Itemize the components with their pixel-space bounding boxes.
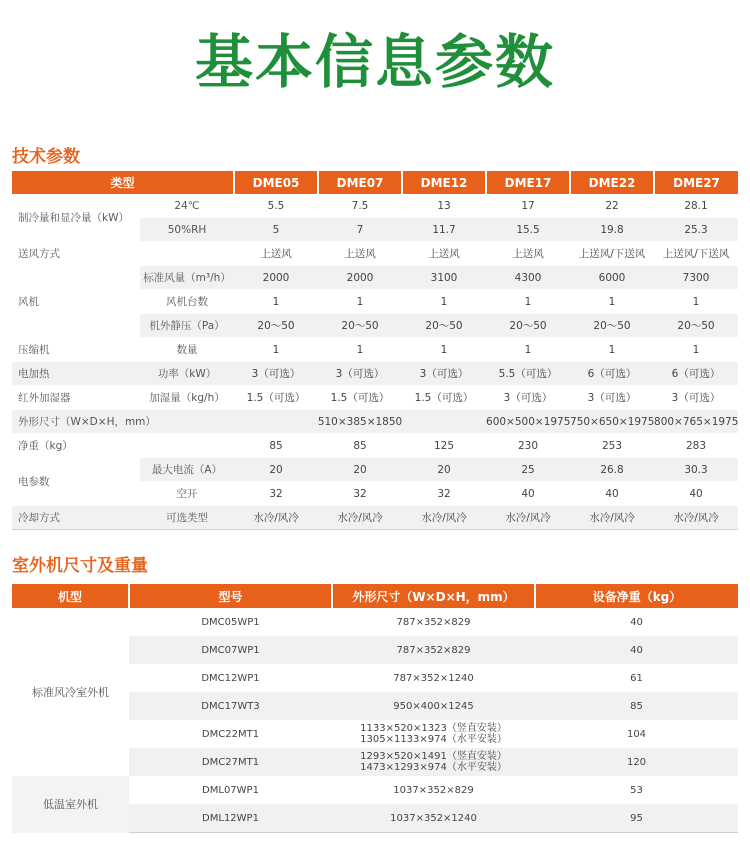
table-row	[12, 386, 738, 410]
group-label: 标准风冷室外机	[12, 608, 129, 776]
tech-spec-table	[12, 171, 738, 530]
cell: 40	[486, 482, 570, 506]
dims-cell: 1037×352×829	[332, 776, 535, 804]
cell: 2000	[318, 266, 402, 290]
header-model: DME12	[402, 171, 486, 194]
cell: 水冷/风冷	[486, 506, 570, 530]
cell: 1	[654, 290, 738, 314]
cell: 水冷/风冷	[654, 506, 738, 530]
dims-cell: 1037×352×1240	[332, 804, 535, 833]
weight-cell: 40	[535, 636, 738, 664]
row-label: 送风方式	[12, 242, 140, 266]
cell: 11.7	[402, 218, 486, 242]
cell: 40	[570, 482, 654, 506]
tech-section-title: 技术参数	[12, 147, 80, 167]
cell: 32	[234, 482, 318, 506]
cell: 26.8	[570, 458, 654, 482]
cell: 7300	[654, 266, 738, 290]
cell: 283	[654, 434, 738, 458]
dims-cell: 787×352×1240	[332, 664, 535, 692]
table-row	[12, 362, 738, 386]
cell: 19.8	[570, 218, 654, 242]
cell: 125	[402, 434, 486, 458]
group-label: 低温室外机	[12, 776, 129, 833]
dims-horizontal: 1473×1293×974（水平安装）	[360, 762, 507, 773]
cell: 1	[402, 290, 486, 314]
cell: 3（可选）	[654, 386, 738, 410]
row-sublabel: 空开	[140, 482, 234, 506]
cell: 20～50	[486, 314, 570, 338]
cell: 1	[318, 290, 402, 314]
row-sublabel: 50%RH	[140, 218, 234, 242]
cell: 22	[570, 194, 654, 218]
cell: 510×385×1850	[234, 410, 486, 434]
cell: 253	[570, 434, 654, 458]
cell: 1.5（可选）	[402, 386, 486, 410]
cell: 1	[234, 290, 318, 314]
cell: 6（可选）	[654, 362, 738, 386]
tech-header-row	[12, 171, 738, 194]
table-row	[12, 338, 738, 362]
model-cell: DMC05WP1	[129, 608, 332, 636]
row-label: 压缩机	[12, 338, 140, 362]
cell: 1	[402, 338, 486, 362]
outdoor-unit-table	[12, 584, 738, 833]
dims-cell	[332, 748, 535, 776]
cell: 7	[318, 218, 402, 242]
cell: 4300	[486, 266, 570, 290]
cell: 3100	[402, 266, 486, 290]
header-model: DME27	[654, 171, 738, 194]
table-row	[12, 242, 738, 266]
cell: 上送风/下送风	[570, 242, 654, 266]
cell: 7.5	[318, 194, 402, 218]
row-label: 外形尺寸（W×D×H，mm）	[12, 410, 234, 434]
model-cell: DML07WP1	[129, 776, 332, 804]
row-sublabel: 功率（kW）	[140, 362, 234, 386]
table-row	[12, 458, 738, 482]
model-cell: DMC27MT1	[129, 748, 332, 776]
cell: 85	[234, 434, 318, 458]
header-model: DME05	[234, 171, 318, 194]
cell: 17	[486, 194, 570, 218]
cell: 1	[318, 338, 402, 362]
dims-cell: 950×400×1245	[332, 692, 535, 720]
cell: 水冷/风冷	[570, 506, 654, 530]
row-sublabel: 标准风量（m³/h）	[140, 266, 234, 290]
row-sublabel	[140, 434, 234, 458]
dims-cell: 787×352×829	[332, 608, 535, 636]
header-model: DME22	[570, 171, 654, 194]
weight-cell: 40	[535, 608, 738, 636]
cell: 水冷/风冷	[402, 506, 486, 530]
cell: 6（可选）	[570, 362, 654, 386]
cell: 1	[654, 338, 738, 362]
cell: 20～50	[570, 314, 654, 338]
cell: 20～50	[318, 314, 402, 338]
row-label: 电参数	[12, 458, 140, 506]
cell: 230	[486, 434, 570, 458]
cell: 5.5	[234, 194, 318, 218]
header-model: DME07	[318, 171, 402, 194]
table-row	[12, 776, 738, 804]
cell: 1.5（可选）	[318, 386, 402, 410]
cell: 40	[654, 482, 738, 506]
cell: 13	[402, 194, 486, 218]
cell: 750×650×1975	[570, 410, 654, 434]
cell: 85	[318, 434, 402, 458]
dims-cell	[332, 720, 535, 748]
model-cell: DMC12WP1	[129, 664, 332, 692]
weight-cell: 104	[535, 720, 738, 748]
header-unit-type: 机型	[12, 584, 129, 608]
cell: 5	[234, 218, 318, 242]
cell: 5.5（可选）	[486, 362, 570, 386]
row-sublabel	[140, 242, 234, 266]
cell: 1	[486, 290, 570, 314]
row-sublabel: 风机台数	[140, 290, 234, 314]
cell: 20～50	[234, 314, 318, 338]
row-sublabel: 最大电流（A）	[140, 458, 234, 482]
model-cell: DMC22MT1	[129, 720, 332, 748]
row-label: 电加热	[12, 362, 140, 386]
table-row	[12, 410, 738, 434]
cell: 15.5	[486, 218, 570, 242]
cell: 32	[318, 482, 402, 506]
header-model: DME17	[486, 171, 570, 194]
row-sublabel: 24℃	[140, 194, 234, 218]
cell: 上送风	[234, 242, 318, 266]
cell: 1	[486, 338, 570, 362]
header-model: 型号	[129, 584, 332, 608]
cell: 20	[234, 458, 318, 482]
cell: 20～50	[402, 314, 486, 338]
row-sublabel: 数量	[140, 338, 234, 362]
cell: 水冷/风冷	[318, 506, 402, 530]
row-label: 冷却方式	[12, 506, 140, 530]
outdoor-section-title: 室外机尺寸及重量	[12, 556, 148, 576]
cell: 1.5（可选）	[234, 386, 318, 410]
cell: 水冷/风冷	[234, 506, 318, 530]
header-dimensions: 外形尺寸（W×D×H，mm）	[332, 584, 535, 608]
header-weight: 设备净重（kg）	[535, 584, 738, 608]
weight-cell: 95	[535, 804, 738, 833]
weight-cell: 53	[535, 776, 738, 804]
dims-vertical: 1293×520×1491（竖直安装）	[360, 751, 507, 762]
cell: 3（可选）	[570, 386, 654, 410]
row-label: 制冷量和显冷量（kW）	[12, 194, 140, 242]
weight-cell: 120	[535, 748, 738, 776]
cell: 25	[486, 458, 570, 482]
cell: 28.1	[654, 194, 738, 218]
row-label: 净重（kg）	[12, 434, 140, 458]
model-cell: DMC17WT3	[129, 692, 332, 720]
weight-cell: 61	[535, 664, 738, 692]
cell: 25.3	[654, 218, 738, 242]
cell: 1	[234, 338, 318, 362]
cell: 32	[402, 482, 486, 506]
dims-horizontal: 1305×1133×974（水平安装）	[360, 734, 507, 745]
page-title: 基本信息参数	[194, 28, 555, 96]
cell: 上送风	[318, 242, 402, 266]
cell: 1	[570, 290, 654, 314]
outdoor-header-row	[12, 584, 738, 608]
cell: 3（可选）	[402, 362, 486, 386]
model-cell: DML12WP1	[129, 804, 332, 833]
weight-cell: 85	[535, 692, 738, 720]
row-sublabel: 机外静压（Pa）	[140, 314, 234, 338]
cell: 3（可选）	[234, 362, 318, 386]
table-row	[12, 506, 738, 530]
table-row	[12, 608, 738, 636]
row-sublabel: 可选类型	[140, 506, 234, 530]
header-type: 类型	[12, 171, 234, 194]
cell: 1	[570, 338, 654, 362]
cell: 上送风	[486, 242, 570, 266]
model-cell: DMC07WP1	[129, 636, 332, 664]
cell: 上送风	[402, 242, 486, 266]
cell: 6000	[570, 266, 654, 290]
cell: 20～50	[654, 314, 738, 338]
cell: 上送风/下送风	[654, 242, 738, 266]
cell: 2000	[234, 266, 318, 290]
cell: 600×500×1975	[486, 410, 570, 434]
cell: 20	[402, 458, 486, 482]
row-label: 红外加湿器	[12, 386, 140, 410]
cell: 3（可选）	[486, 386, 570, 410]
cell: 20	[318, 458, 402, 482]
table-row	[12, 434, 738, 458]
dims-vertical: 1133×520×1323（竖直安装）	[360, 723, 507, 734]
row-label: 风机	[12, 266, 140, 338]
row-sublabel: 加湿量（kg/h）	[140, 386, 234, 410]
table-row	[12, 266, 738, 290]
table-row	[12, 194, 738, 218]
dims-cell: 787×352×829	[332, 636, 535, 664]
cell: 30.3	[654, 458, 738, 482]
cell: 800×765×1975	[654, 410, 738, 434]
cell: 3（可选）	[318, 362, 402, 386]
